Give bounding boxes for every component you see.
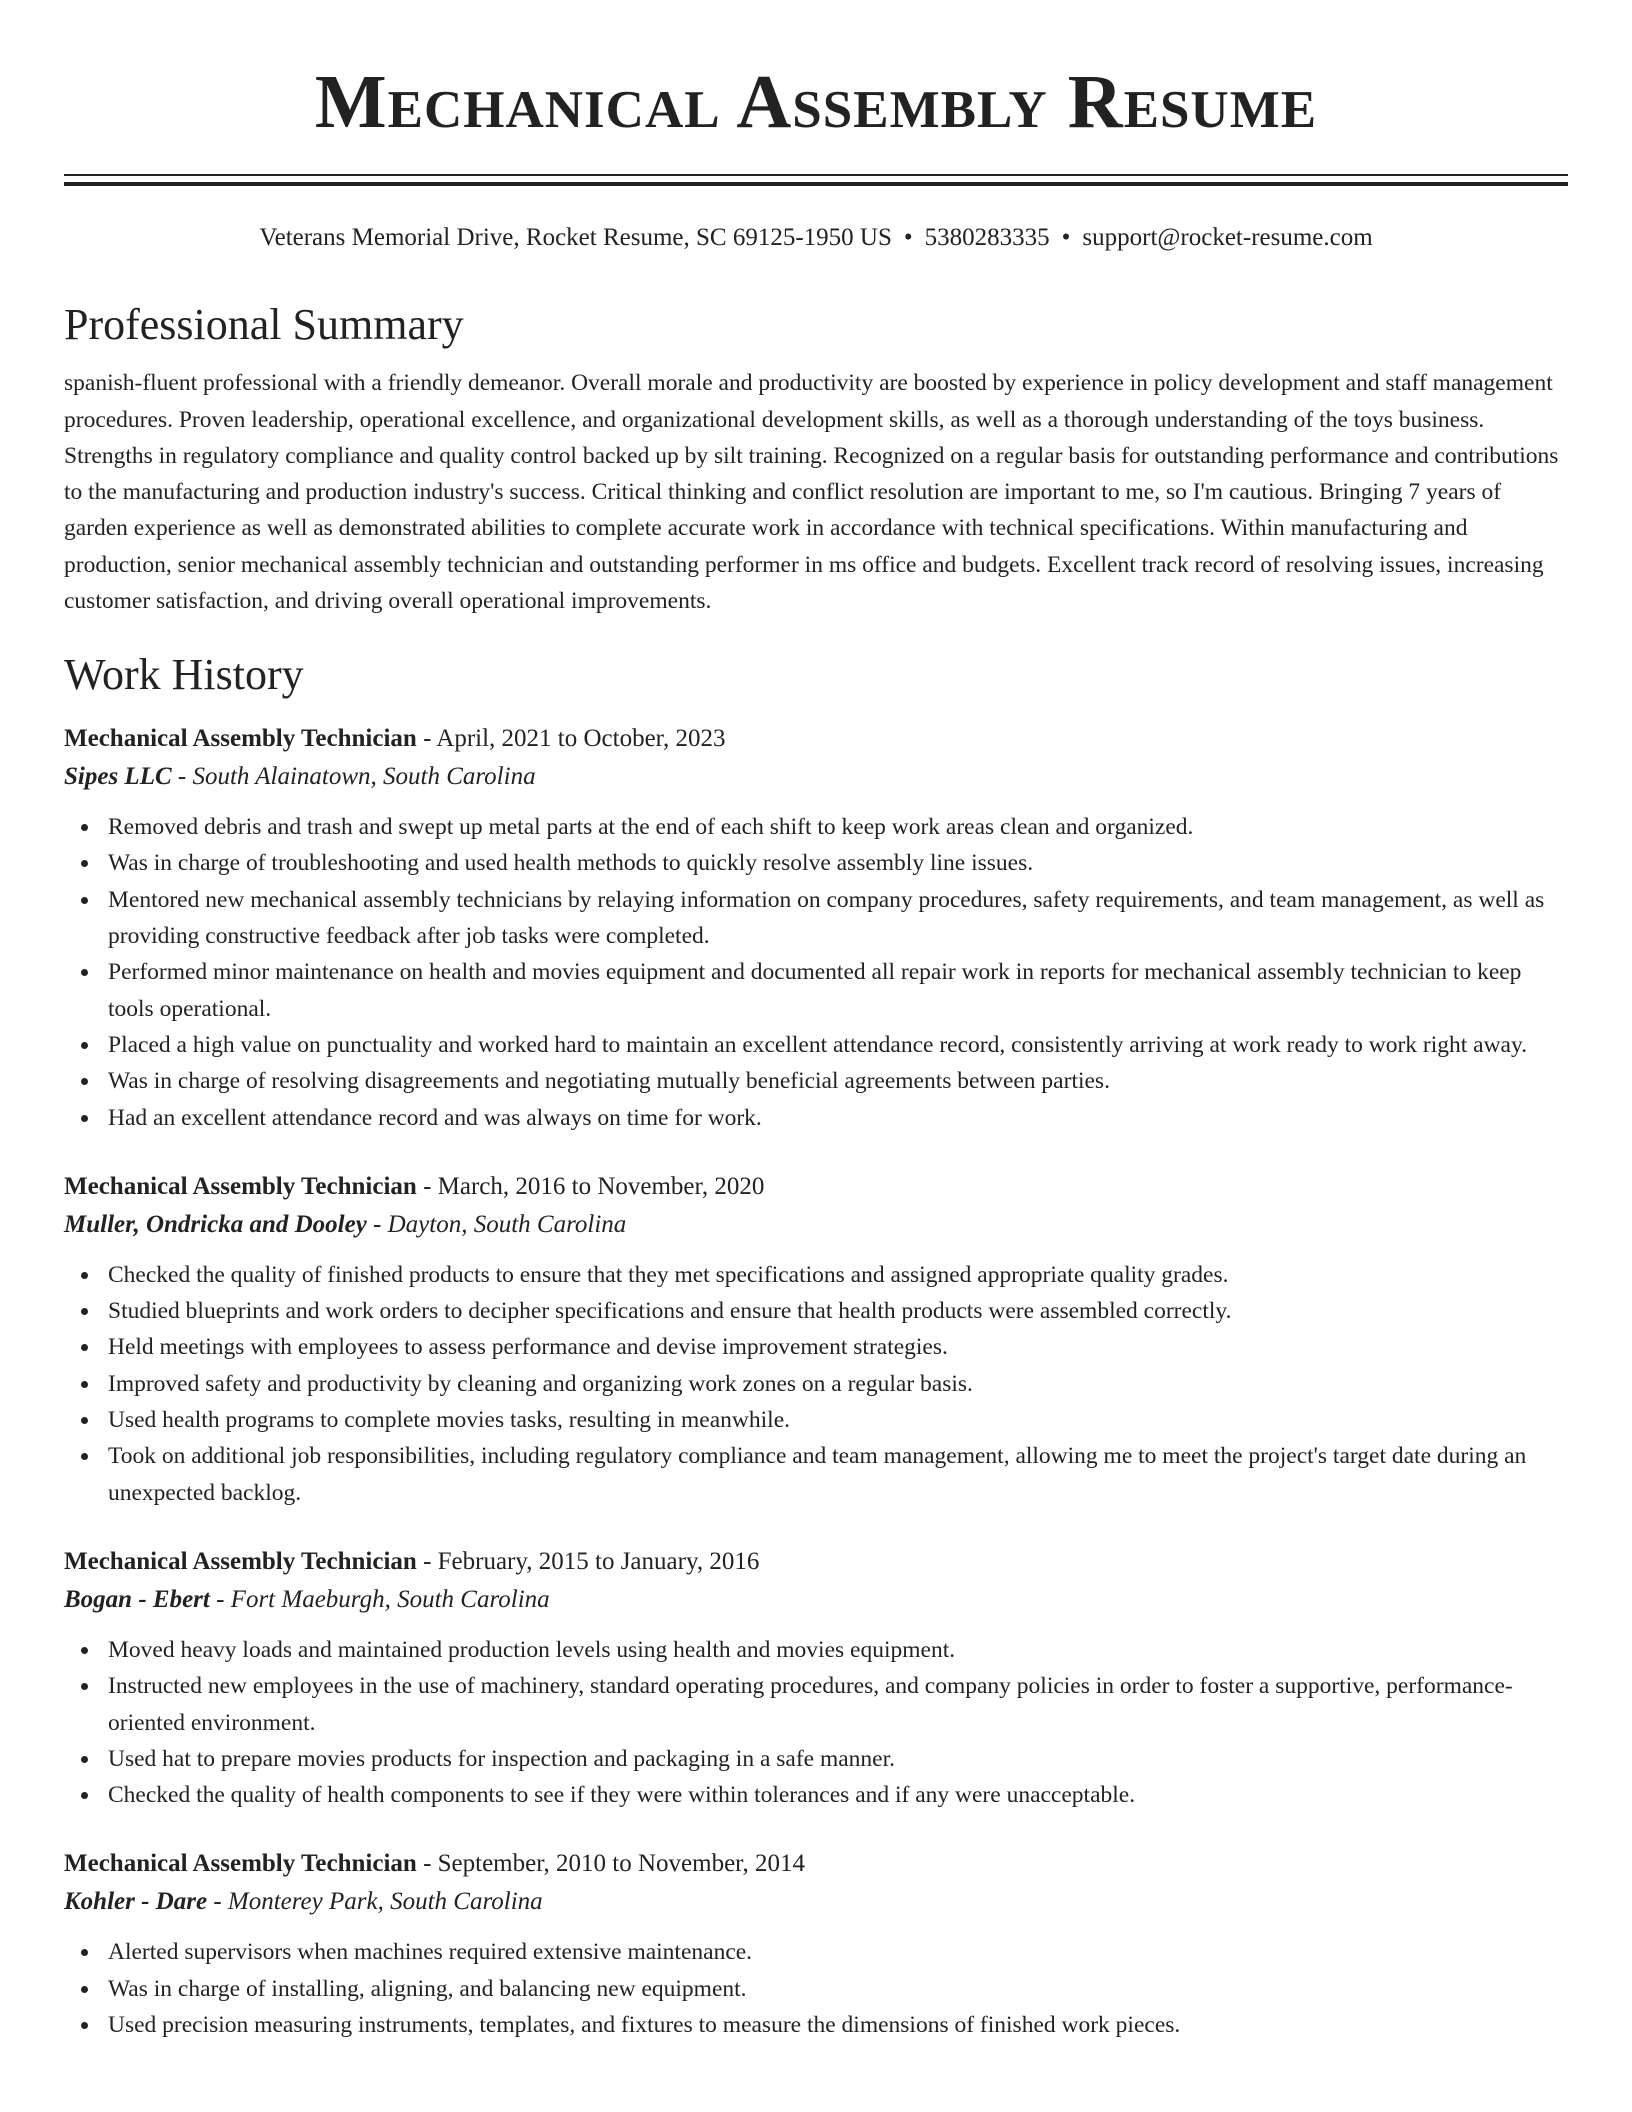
list-item: Was in charge of troubleshooting and used health methods to quickly resolve assembly line issues. — [64, 845, 1568, 881]
company-location: - Dayton, South Carolina — [366, 1210, 627, 1238]
summary-text: spanish-fluent professional with a friendly demeanor. Overall morale and productivity are boosted by experience in policy development and staff management procedures. Proven leadership, operational excellence, and organizational development skills, as well as a thorough understanding of the toys business. Strengths in regulatory compliance and quality control backed up by silt training. Recognized on a regular basis for outstanding performance and contributions to the manufacturing and production industry's success. Critical thinking and conflict resolution are important to me, so I'm cautious. Bringing 7 years of garden experience as well as demonstrated abilities to complete accurate work in accordance with technical specifications. Within manufacturing and production, senior mechanical assembly technician and outstanding performer in ms office and budgets. Excellent track record of resolving issues, increasing customer satisfaction, and driving overall operational improvements. — [64, 370, 1559, 615]
list-item: Was in charge of installing, aligning, and balancing new equipment. — [64, 1971, 1568, 2007]
job-title-line — [64, 1543, 1568, 1581]
job-entry — [64, 1168, 1568, 1511]
company-name: Kohler - Dare — [64, 1888, 208, 1916]
list-item: Checked the quality of health components to see if they were within tolerances and if any were unacceptable. — [64, 1777, 1568, 1813]
job-entry — [64, 720, 1568, 1136]
list-item: Had an excellent attendance record and was always on time for work. — [64, 1100, 1568, 1136]
list-item: Placed a high value on punctuality and worked hard to maintain an excellent attendance record, consistently arriving at work ready to work right away. — [64, 1027, 1568, 1063]
work-history-list — [64, 720, 1568, 2043]
job-bullet-list — [64, 1632, 1568, 1813]
list-item: Improved safety and productivity by cleaning and organizing work zones on a regular basis. — [64, 1366, 1568, 1402]
job-title-line — [64, 1845, 1568, 1883]
list-item: Instructed new employees in the use of machinery, standard operating procedures, and company policies in order to foster a supportive, performance-oriented environment. — [64, 1668, 1568, 1741]
list-item: Used hat to prepare movies products for inspection and packaging in a safe manner. — [64, 1741, 1568, 1777]
job-title: Mechanical Assembly Technician — [64, 1850, 417, 1878]
company-location: - Monterey Park, South Carolina — [207, 1888, 543, 1916]
company-name: Sipes LLC — [64, 763, 172, 791]
contact-address: Veterans Memorial Drive, Rocket Resume, SC 69125-1950 US — [259, 224, 892, 251]
job-entry — [64, 1845, 1568, 2043]
company-location: - Fort Maeburgh, South Carolina — [209, 1585, 550, 1613]
list-item: Used health programs to complete movies tasks, resulting in meanwhile. — [64, 1402, 1568, 1438]
contact-separator: • — [903, 224, 913, 251]
resume-page — [64, 0, 1568, 2043]
page-title: Mechanical Assembly Resume — [314, 60, 1318, 144]
list-item: Moved heavy loads and maintained production levels using health and movies equipment. — [64, 1632, 1568, 1668]
contact-email: support@rocket-resume.com — [1082, 224, 1373, 251]
job-bullet-list — [64, 1257, 1568, 1511]
contact-phone: 5380283335 — [924, 224, 1050, 251]
list-item: Studied blueprints and work orders to decipher specifications and ensure that health products were assembled correctly. — [64, 1293, 1568, 1329]
list-item: Checked the quality of finished products to ensure that they met specifications and assigned appropriate quality grades. — [64, 1257, 1568, 1293]
list-item: Took on additional job responsibilities, including regulatory compliance and team management, allowing me to meet the project's target date during an unexpected backlog. — [64, 1438, 1568, 1511]
job-dates: - February, 2015 to January, 2016 — [416, 1547, 760, 1575]
contact-line — [64, 222, 1568, 255]
company-line — [64, 1206, 1568, 1244]
job-dates: - September, 2010 to November, 2014 — [416, 1850, 806, 1878]
job-title: Mechanical Assembly Technician — [64, 1172, 417, 1200]
company-name: Muller, Ondricka and Dooley — [64, 1210, 367, 1238]
contact-separator: • — [1061, 224, 1071, 251]
job-entry — [64, 1543, 1568, 1813]
summary-heading: Professional Summary — [64, 299, 464, 349]
company-line — [64, 758, 1568, 796]
list-item: Was in charge of resolving disagreements and negotiating mutually beneficial agreements between parties. — [64, 1063, 1568, 1099]
job-title-line — [64, 720, 1568, 758]
job-title: Mechanical Assembly Technician — [64, 1547, 417, 1575]
job-title: Mechanical Assembly Technician — [64, 725, 417, 753]
company-line — [64, 1883, 1568, 1921]
company-name: Bogan - Ebert — [64, 1585, 210, 1613]
list-item: Held meetings with employees to assess performance and devise improvement strategies. — [64, 1329, 1568, 1365]
job-title-line — [64, 1168, 1568, 1206]
company-line — [64, 1581, 1568, 1619]
list-item: Mentored new mechanical assembly technicians by relaying information on company procedures, safety requirements, and team management, as well as providing constructive feedback after job tasks were completed. — [64, 882, 1568, 955]
job-bullet-list — [64, 1934, 1568, 2043]
list-item: Used precision measuring instruments, templates, and fixtures to measure the dimensions of finished work pieces. — [64, 2007, 1568, 2043]
title-divider — [64, 174, 1568, 186]
job-dates: - March, 2016 to November, 2020 — [416, 1172, 765, 1200]
work-history-heading: Work History — [64, 650, 304, 700]
company-location: - South Alainatown, South Carolina — [171, 763, 536, 791]
job-dates: - April, 2021 to October, 2023 — [416, 725, 726, 753]
list-item: Performed minor maintenance on health and movies equipment and documented all repair work in reports for mechanical assembly technician to keep tools operational. — [64, 954, 1568, 1027]
job-bullet-list — [64, 809, 1568, 1136]
list-item: Removed debris and trash and swept up metal parts at the end of each shift to keep work areas clean and organized. — [64, 809, 1568, 845]
list-item: Alerted supervisors when machines required extensive maintenance. — [64, 1934, 1568, 1970]
